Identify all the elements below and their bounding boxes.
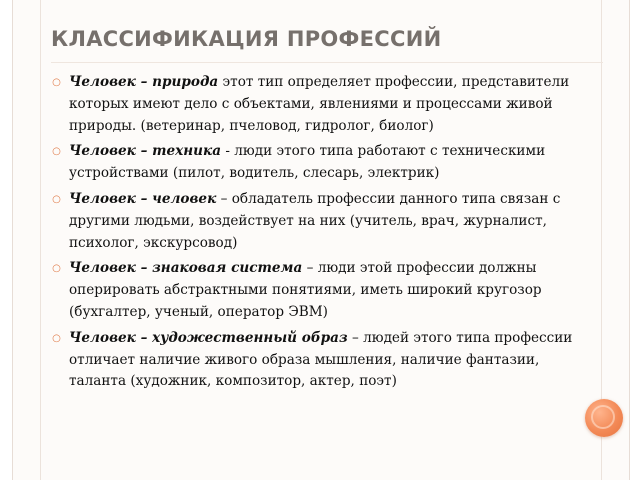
list-item-nature: [51, 72, 599, 137]
list-item-technology: [51, 141, 599, 185]
item-term: Человек – знаковая система: [69, 260, 303, 277]
list-item-artistic-image: [51, 328, 599, 393]
slide-frame-left-line: [40, 0, 41, 480]
circle-bullet-icon: ○: [52, 263, 61, 275]
item-term: Человек – художественный образ: [69, 329, 348, 346]
decorative-circle-icon: [585, 399, 623, 437]
item-term: Человек – природа: [69, 74, 219, 90]
item-description: – людей этого типа профессии отличает наличие живого образа мышления, наличие фантазии, таланта (художник, композитор, актер, поэт): [69, 329, 573, 390]
item-description: – обладатель профессии данного типа связан с другими людьми, воздействует на них (учитель, врач, журналист, психолог, экскурсовод): [69, 190, 561, 251]
item-description: - люди этого типа работают с техническими устройствами (пилот, водитель, слесарь, электрик): [69, 143, 546, 182]
item-term: Человек – человек: [69, 190, 217, 207]
slide: [12, 0, 630, 480]
title-divider: [51, 62, 603, 63]
circle-bullet-icon: ○: [52, 332, 61, 344]
item-description: – люди этой профессии должны оперировать абстрактными понятиями, иметь широкий кругозор (бухгалтер, ученый, оператор ЭВМ): [69, 260, 542, 320]
item-description: этот тип определяет профессии, представители которых имеют дело с объектами, явлениями и процессами живой природы. (ветеринар, пчеловод, гидролог, биолог): [69, 74, 570, 134]
list-item-human: [51, 189, 599, 254]
list-item-sign-system: [51, 258, 599, 323]
item-term: Человек – техника: [69, 143, 222, 160]
circle-bullet-icon: ○: [52, 193, 61, 205]
circle-bullet-icon: ○: [52, 146, 61, 158]
slide-title: КЛАССИФИКАЦИЯ ПРОФЕССИЙ: [51, 27, 442, 51]
circle-bullet-icon: ○: [52, 77, 61, 88]
profession-types-list: [51, 72, 599, 397]
